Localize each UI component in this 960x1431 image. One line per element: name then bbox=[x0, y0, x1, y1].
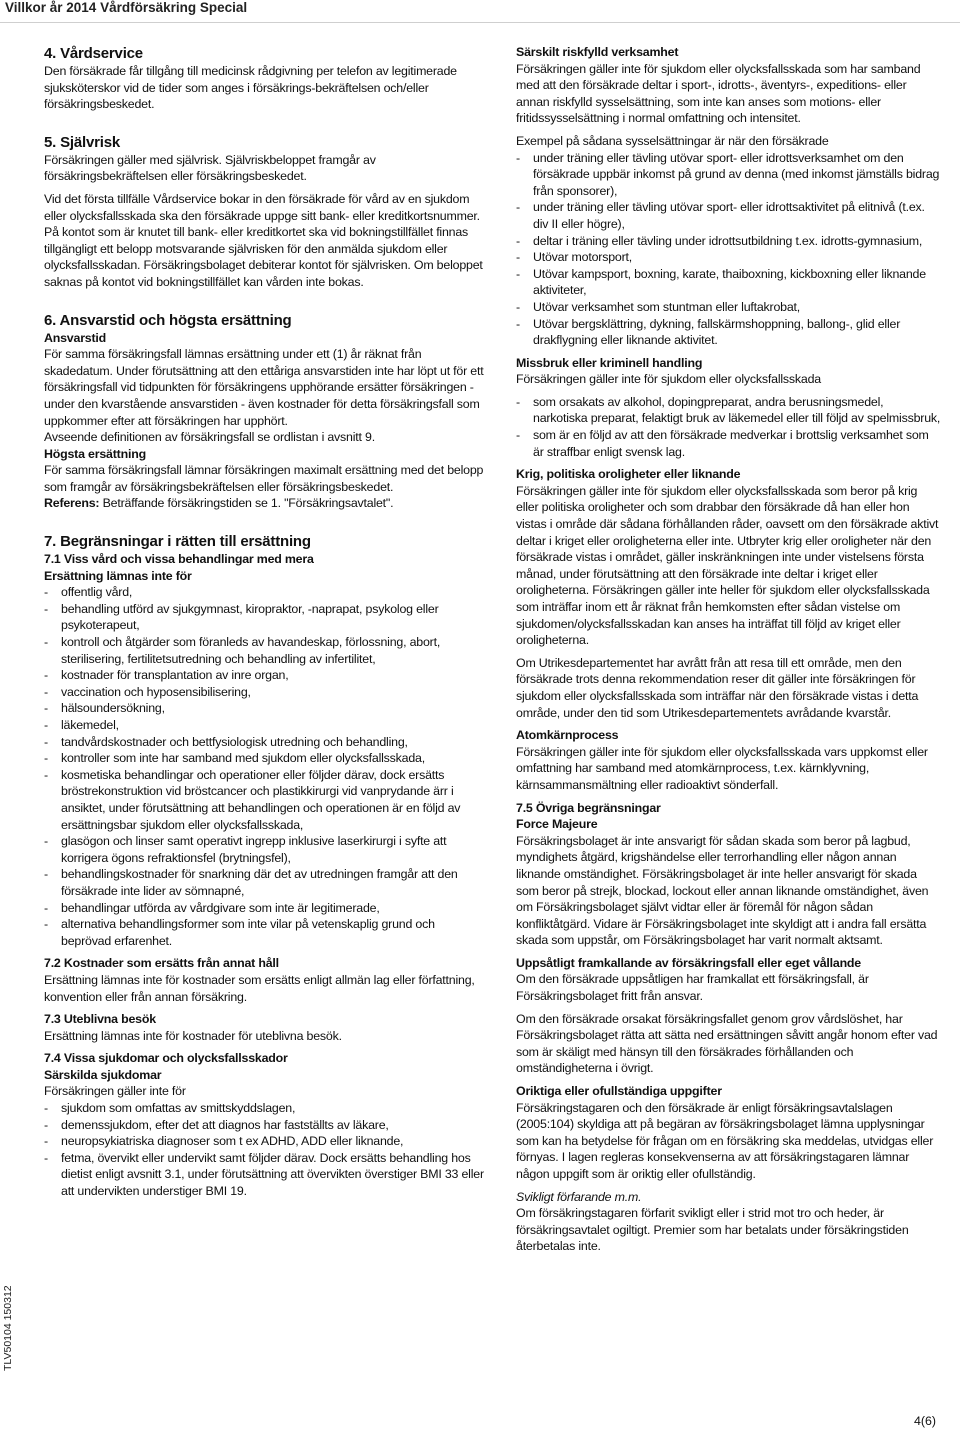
abuse-list bbox=[516, 394, 941, 460]
war-text-1: Försäkringen gäller inte för sjukdom eller olycksfallsskada som beror på krig eller politiska oroligheter och som drabbar den försäkrade då han eller hon vistas i område där sådana förhållanden råder, oavsett om den försäkrade aktivt deltar i kriget eller oroligheterna eller inte. Utbryter krig eller oroligheter när den försäkrade vistas i området, gäller inskränkningen inte under vistelsens första månad, under förutsättning att den försäkrade inte deltar i kriget eller oroligheterna. Försäkringen gäller inte heller för sjukdom eller olycksfallsskada som inträffar inom ett år räknat från hemkomsten efter sådan vistelse om sjukdomen/olycksfallsskadan kan anses ha inträffat till följd av kriget eller oroligheterna. bbox=[516, 483, 939, 648]
section-6-text-2: Avseende definitionen av försäkringsfall se ordlistan i avsnitt 9. bbox=[44, 430, 375, 445]
list-item: - behandling utförd av sjukgymnast, kiropraktor, -naprapat, psykolog eller psykoterapeut, bbox=[44, 601, 486, 634]
document-code: TLV50104 150312 bbox=[2, 1285, 14, 1371]
list-item: - Utövar kampsport, boxning, karate, thaiboxning, kickboxning eller liknande aktiviteter, bbox=[516, 266, 941, 299]
list-item: - sjukdom som omfattas av smittskyddslagen, bbox=[44, 1100, 486, 1117]
fraud-title: Svikligt förfarande m.m. bbox=[516, 1189, 642, 1204]
list-item: - hälsoundersökning, bbox=[44, 700, 486, 717]
info-text: Försäkringstagaren och den försäkrade är enligt försäkringsavtalslagen (2005:104) skyldiga att på begäran av försäkringsbolaget lämna upplysningar som kan ha betydelse för frågan om en försäkring ska meddelas, utvidgas eller förnyas. I lagen regleras konsekvenserna av att försäkringstagaren lämnar någon uppgift som är oriktig eller ofullständig. bbox=[516, 1100, 934, 1181]
intent-text-2: Om den försäkrade orsakat försäkringsfallet genom grov vårdslöshet, har Försäkringsbolaget rätta att sätta ned ersättningen såvitt angår honom efter vad som är skäligt med hänsyn till den försäkrades förhållanden och omständigheterna i övrigt. bbox=[516, 1011, 938, 1076]
fraud-text: Om försäkringstagaren förfarit svikligt eller i strid mot tro och heder, är försäkringsavtalet ogiltigt. Premier som har betalats under försäkringstiden återbetalas inte. bbox=[516, 1206, 909, 1254]
left-column bbox=[44, 44, 486, 1200]
section-7-5-title: 7.5 Övriga begränsningar bbox=[516, 800, 661, 815]
page-number: 4(6) bbox=[914, 1414, 937, 1428]
right-column bbox=[516, 44, 941, 1255]
section-6-subtitle-ansvarstid: Ansvarstid bbox=[44, 330, 107, 345]
section-5-text-1: Försäkringen gäller med självrisk. Självriskbeloppet framgår av försäkringsbekräftelsen eller försäkringsbeskedet. bbox=[44, 152, 376, 184]
header-divider bbox=[0, 22, 960, 23]
abuse-text: Försäkringen gäller inte för sjukdom eller olycksfallsskada bbox=[516, 372, 821, 387]
list-item: - kostnader för transplantation av inre organ, bbox=[44, 667, 486, 684]
list-item: - glasögon och linser samt operativt ingrepp inklusive laserkirurgi i syfte att korrigera ögons refraktionsfel (brytningsfel), bbox=[44, 833, 486, 866]
list-item: - vaccination och hyposensibilisering, bbox=[44, 684, 486, 701]
section-5-title: 5. Självrisk bbox=[44, 133, 120, 151]
page-header bbox=[0, 0, 960, 22]
atom-title: Atomkärnprocess bbox=[516, 728, 619, 743]
list-item: - offentlig vård, bbox=[44, 584, 486, 601]
list-item: - Utövar bergsklättring, dykning, fallskärmshoppning, ballong-, glid eller drakflygning eller liknande aktivitet. bbox=[516, 316, 941, 349]
atom-text: Försäkringen gäller inte för sjukdom eller olycksfallsskada vars uppkomst eller omfattning har samband med atomkärnprocess, t.ex. kärnklyvning, kärnsammansmältning eller radioaktivt sönderfall. bbox=[516, 744, 928, 792]
section-7-1-list bbox=[44, 584, 486, 949]
list-item: - kontroll och åtgärder som föranleds av havandeskap, förlossning, abort, sterilisering, fertilitetsutredning och behandling av infertilitet, bbox=[44, 634, 486, 667]
section-7-4-intro: Försäkringen gäller inte för bbox=[44, 1084, 186, 1099]
list-item: - Utövar motorsport, bbox=[516, 249, 941, 266]
section-7-4-list bbox=[44, 1100, 486, 1200]
list-item: - demenssjukdom, efter det att diagnos har fastställts av läkare, bbox=[44, 1117, 486, 1134]
list-item: - som orsakats av alkohol, dopingpreparat, andra berusningsmedel, narkotiska preparat, felaktigt bruk av läkemedel eller till följd av spelmissbruk, bbox=[516, 394, 941, 427]
section-7-3-title: 7.3 Uteblivna besök bbox=[44, 1012, 156, 1027]
info-title: Oriktiga eller ofullständiga uppgifter bbox=[516, 1084, 722, 1099]
section-7-1-title: 7.1 Viss vård och vissa behandlingar med mera bbox=[44, 552, 314, 567]
list-item: - kosmetiska behandlingar och operationer eller följder därav, dock ersätts bröstrekonstruktion vid bröstcancer och plastikkirurgi vid vanprydande ärr i ansiktet, under förutsättning att behandlingen och operationen är en följd av ersättningsbar sjukdom eller olycksfallsskada, bbox=[44, 767, 486, 833]
list-item: - under träning eller tävling utövar sport- eller idrottsaktivitet på elitnivå (t.ex. div II eller högre), bbox=[516, 199, 941, 232]
list-item: - deltar i träning eller tävling under idrottsutbildning t.ex. idrotts-gymnasium, bbox=[516, 233, 941, 250]
list-item: - läkemedel, bbox=[44, 717, 486, 734]
section-6-reference bbox=[44, 495, 486, 512]
risk-activity-intro: Exempel på sådana sysselsättningar är när den försäkrade bbox=[516, 133, 829, 148]
list-item: - alternativa behandlingsformer som inte vilar på vetenskaplig grund och beprövad erfarenhet. bbox=[44, 916, 486, 949]
list-item: - behandlingskostnader för snarkning där det av utredningen framgår att den försäkrade inte lider av sömnapné, bbox=[44, 866, 486, 899]
section-7-2-title: 7.2 Kostnader som ersätts från annat håll bbox=[44, 956, 279, 971]
list-item: - Utövar verksamhet som stuntman eller luftakrobat, bbox=[516, 299, 941, 316]
section-6-subtitle-hogsta: Högsta ersättning bbox=[44, 446, 146, 461]
section-7-4-subtitle: Särskilda sjukdomar bbox=[44, 1067, 162, 1082]
section-7-2-text: Ersättning lämnas inte för kostnader som ersätts enligt allmän lag eller författning, konvention eller från annan försäkring. bbox=[44, 972, 475, 1004]
force-majeure-text: Försäkringsbolaget är inte ansvarigt för sådan skada som beror på lagbud, myndighets åtgärd, krigshändelse eller terrorhandling eller någon annan liknande omständighet. Försäkringsbolaget är inte heller ansvarigt för skada som beror på strejk, blockad, lockout eller annan liknande omständighet, även om Försäkringsbolaget självt vidtar eller är föremål för någon sådan konfliktåtgärd. Vidare är Försäkringsbolaget inte skyldigt att i andra fall ersätta skada som uppstår, om Försäkringsbolaget har varit normalt aktsamt. bbox=[516, 833, 929, 948]
reference-text: Beträffande försäkringstiden se 1. "Försäkringsavtalet". bbox=[99, 496, 394, 511]
risk-activity-text: Försäkringen gäller inte för sjukdom eller olycksfallsskada som har samband med att den försäkrade deltar i sport-, idrotts-, äventyrs-, expeditions- eller annan riskfylld sysselsättning, som inte kan anses som motions- eller fritidssysselsättning i normal omfattning och intensitet. bbox=[516, 61, 921, 126]
section-5-text-2: Vid det första tillfälle Vårdservice bokar in den försäkrade för vård av en sjukdom eller olycksfallsskada ska den försäkrade uppge sitt bank- eller kreditkortsnummer. På kontot som är knutet till bank- eller kreditkortet ska vid bokningstillfället finnas tillgängligt ett belopp motsvarande självrisken för den anmälda sjukdom eller olycksfallsskadan. Försäkringsbolaget debiterar kontot för självrisken. Om beloppet saknas på kontot vid bokningstillfället kan vården inte bokas. bbox=[44, 191, 483, 289]
list-item: - kontroller som inte har samband med sjukdom eller olycksfallsskada, bbox=[44, 750, 486, 767]
section-7-1-subtitle: Ersättning lämnas inte för bbox=[44, 568, 192, 583]
list-item: - som är en följd av att den försäkrade medverkar i brottslig verksamhet som är straffbar enligt svensk lag. bbox=[516, 427, 941, 460]
section-6-title: 6. Ansvarstid och högsta ersättning bbox=[44, 311, 292, 329]
list-item: - behandlingar utförda av vårdgivare som inte är legitimerade, bbox=[44, 900, 486, 917]
section-6-text-3: För samma försäkringsfall lämnar försäkringen maximalt ersättning med det belopp som framgår av försäkringsbekräftelsen eller försäkringsbeskedet. bbox=[44, 463, 484, 494]
intent-text-1: Om den försäkrade uppsåtligen har framkallat ett försäkringsfall, är Försäkringsbolaget fritt från ansvar. bbox=[516, 972, 869, 1004]
document-title: Villkor år 2014 Vårdförsäkring Special bbox=[5, 0, 248, 15]
section-6-text-1: För samma försäkringsfall lämnas ersättning under ett (1) år räknat från skadedatum. Under förutsättning att den ettåriga ansvarstiden inte har löpt ut för ett försäkringsfall vid tidpunkten för försäkringens upphörande ersätter försäkringen - under den kvarstående ansvarstiden - även kostnader för detta försäkringsfall som uppkommer efter att försäkringen har upphört. bbox=[44, 347, 484, 428]
section-7-title: 7. Begränsningar i rätten till ersättning bbox=[44, 533, 311, 551]
risk-activity-title: Särskilt riskfylld verksamhet bbox=[516, 45, 679, 59]
section-7-4-title: 7.4 Vissa sjukdomar och olycksfallsskador bbox=[44, 1051, 288, 1066]
war-text-2: Om Utrikesdepartementet har avrått från att resa till ett område, men den försäkrade trots denna rekommendation reser dit gäller inte försäkringen för sjukdom eller olycksfallsskada som inträffar när den försäkrade vistas i detta område, under den tid som Utrikesdepartementets avrådande kvarstår. bbox=[516, 655, 919, 720]
section-4-text: Den försäkrade får tillgång till medicinsk rådgivning per telefon av legitimerade sjuksköterskor vid de tider som anges i försäkrings-bekräftelsen och/eller försäkringsbeskedet. bbox=[44, 64, 457, 112]
reference-label: Referens: bbox=[44, 496, 100, 511]
section-7-3-text: Ersättning lämnas inte för kostnader för uteblivna besök. bbox=[44, 1028, 342, 1043]
risk-activity-list bbox=[516, 150, 941, 349]
section-4-title: 4. Vårdservice bbox=[44, 45, 143, 62]
intent-title: Uppsåtligt framkallande av försäkringsfall eller eget vållande bbox=[516, 955, 861, 970]
list-item: - under träning eller tävling utövar sport- eller idrottsverksamhet om den försäkrade uppbär inkomst på grund av denna (med inkomst jämställs bidrag från sponsorer), bbox=[516, 150, 941, 200]
list-item: - fetma, övervikt eller undervikt samt följder därav. Dock ersätts behandling hos dietist enligt avsnitt 3.1, under förutsättning att övervikten överstiger BMI 33 eller att undervikten understiger BMI 19. bbox=[44, 1150, 486, 1200]
list-item: - neuropsykiatriska diagnoser som t ex ADHD, ADD eller liknande, bbox=[44, 1133, 486, 1150]
force-majeure-subtitle: Force Majeure bbox=[516, 817, 598, 832]
abuse-title: Missbruk eller kriminell handling bbox=[516, 355, 703, 370]
war-title: Krig, politiska oroligheter eller liknande bbox=[516, 467, 741, 482]
list-item: - tandvårdskostnader och bettfysiologisk utredning och behandling, bbox=[44, 734, 486, 751]
